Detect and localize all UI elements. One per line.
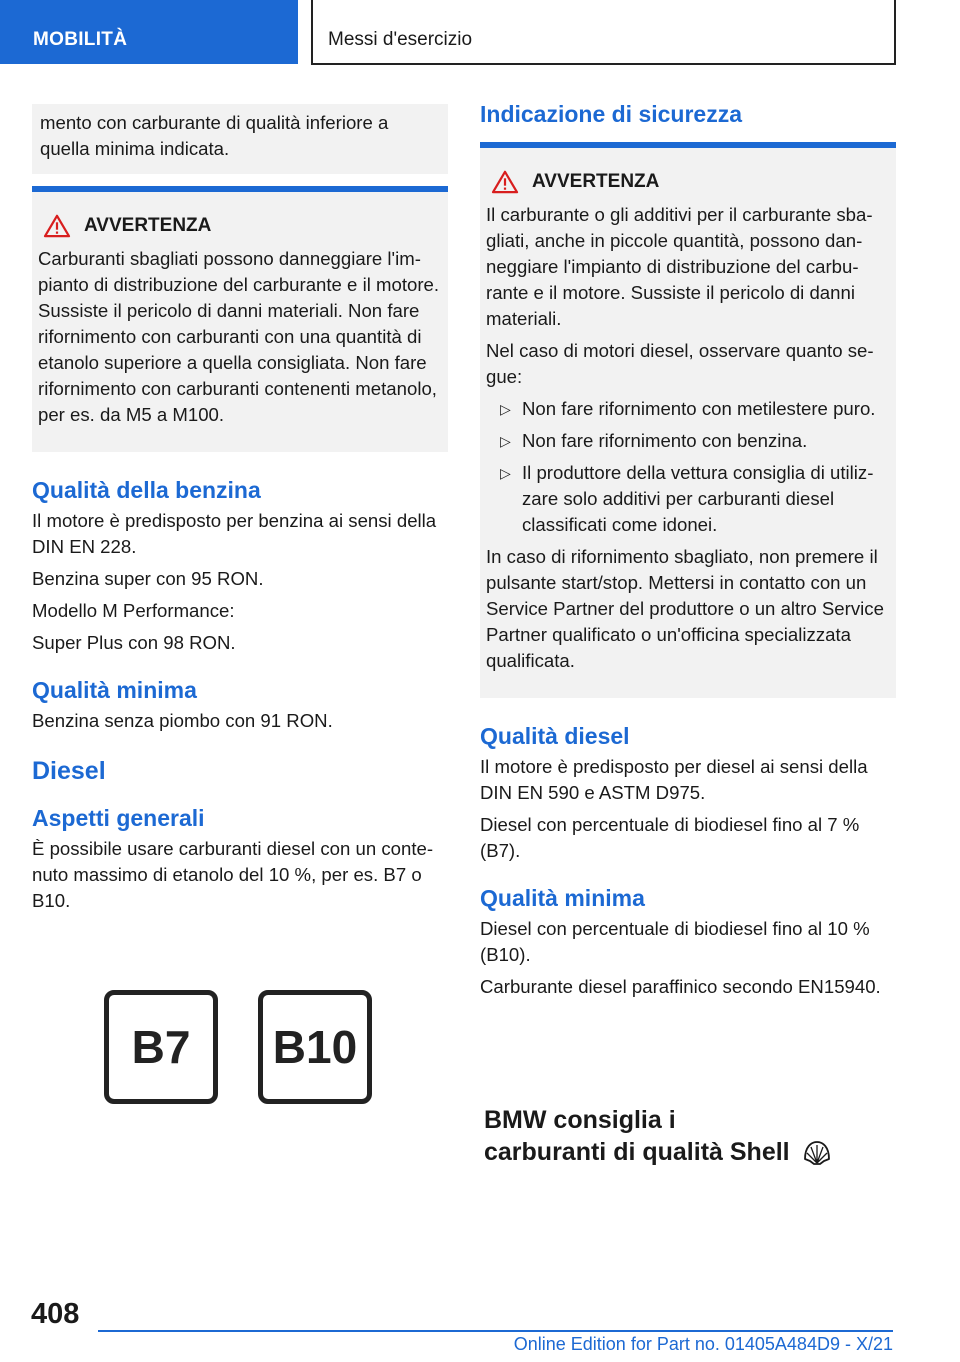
petrol-quality-text-4: Super Plus con 98 RON. (32, 632, 236, 653)
section-tab: MOBILITÀ (0, 0, 298, 64)
warning-title: AVVERTENZA (38, 214, 442, 238)
triangle-bullet-icon: ▷ (500, 401, 511, 417)
diesel-quality-text-1: Il motore è predisposto per diesel ai sensi della DIN EN 590 e ASTM D975. (480, 756, 868, 803)
heading-diesel-min-quality: Qualità minima (480, 885, 645, 911)
shell-ad-line-2: carburanti di qualità Shell (484, 1136, 832, 1168)
left-column (32, 104, 448, 920)
footer-divider (98, 1330, 893, 1332)
safety-text-2: Nel caso di motori diesel, osservare quanto segue: (486, 340, 874, 387)
chapter-tab: Messi d'esercizio (311, 0, 896, 65)
fuel-compatibility-labels (104, 990, 374, 1106)
right-column (480, 100, 896, 1006)
warning-triangle-icon (490, 170, 520, 194)
shell-ad-line-1: BMW consiglia i (484, 1106, 676, 1134)
safety-bullet-list (486, 396, 890, 538)
heading-diesel-quality: Qualità diesel (480, 723, 630, 749)
petrol-quality-text-1: Il motore è predisposto per benzina ai sensi della DIN EN 228. (32, 510, 437, 557)
petrol-quality-text-3: Modello M Performance: (32, 600, 235, 621)
list-item: ▷ Il produttore della vettura consiglia di utilizzare solo additivi per carburanti diesel classificati come idonei. (500, 462, 874, 535)
safety-text-1: Il carburante o gli additivi per il carburante sbagliati, anche in piccole quantità, possono danneggiare l'impianto di distribuzione del carburante e il motore. Sussiste il pericolo di danni materiali. (486, 204, 873, 329)
warning-title: AVVERTENZA (486, 170, 890, 194)
fuel-label-b10: B10 (258, 990, 372, 1104)
petrol-min-quality-text: Benzina senza piombo con 91 RON. (32, 710, 333, 731)
triangle-bullet-icon: ▷ (500, 465, 511, 481)
continued-note-text: mento con carburante di qualità inferiore a quella minima indicata. (40, 112, 389, 159)
warning-triangle-icon (42, 214, 72, 238)
heading-petrol-min-quality: Qualità minima (32, 677, 197, 703)
petrol-quality-text-2: Benzina super con 95 RON. (32, 568, 264, 589)
heading-diesel: Diesel (32, 757, 106, 785)
shell-logo-icon (802, 1139, 832, 1167)
safety-text-3: In caso di rifornimento sbagliato, non premere il pulsante start/stop. Mettersi in contatto con un Service Partner del produttore o un altro Service Partner qualificato o un'officina specializzata qualificata. (486, 546, 884, 671)
heading-general-aspects: Aspetti generali (32, 805, 205, 831)
heading-safety-note: Indicazione di sicurezza (480, 101, 743, 127)
warning-text: Carburanti sbagliati possono danneggiare l'impianto di distribuzione del carburante e il motore. Sussiste il pericolo di danni materiali. Non fare rifornimento con carburanti con una quantità di etanolo superiore a quella consigliata. Non fare rifornimento con carburanti contenenti metanolo, per es. da M5 a M100. (38, 248, 440, 425)
diesel-warning-box (480, 142, 896, 698)
general-aspects-text: È possibile usare carburanti diesel con un contenuto massimo di etanolo del 10 %, per es. B7 o B10. (32, 838, 434, 911)
diesel-quality-text-2: Diesel con percentuale di biodiesel fino al 7 % (B7). (480, 814, 860, 861)
footer-edition: Online Edition for Part no. 01405A484D9 - X/21 (513, 1334, 893, 1354)
page-number: 408 (31, 1298, 80, 1330)
continued-note-box (32, 104, 448, 174)
diesel-min-quality-text-2: Carburante diesel paraffinico secondo EN15940. (480, 976, 881, 997)
diesel-min-quality-text-1: Diesel con percentuale di biodiesel fino al 10 % (B10). (480, 918, 870, 965)
fuel-warning-box (32, 186, 448, 452)
list-item: ▷ Non fare rifornimento con metilestere puro. (486, 396, 890, 422)
triangle-bullet-icon: ▷ (500, 433, 511, 449)
heading-petrol-quality: Qualità della benzina (32, 477, 261, 503)
list-item: ▷ Non fare rifornimento con benzina. (486, 428, 890, 454)
shell-recommendation (484, 1104, 832, 1168)
fuel-label-b7: B7 (104, 990, 218, 1104)
